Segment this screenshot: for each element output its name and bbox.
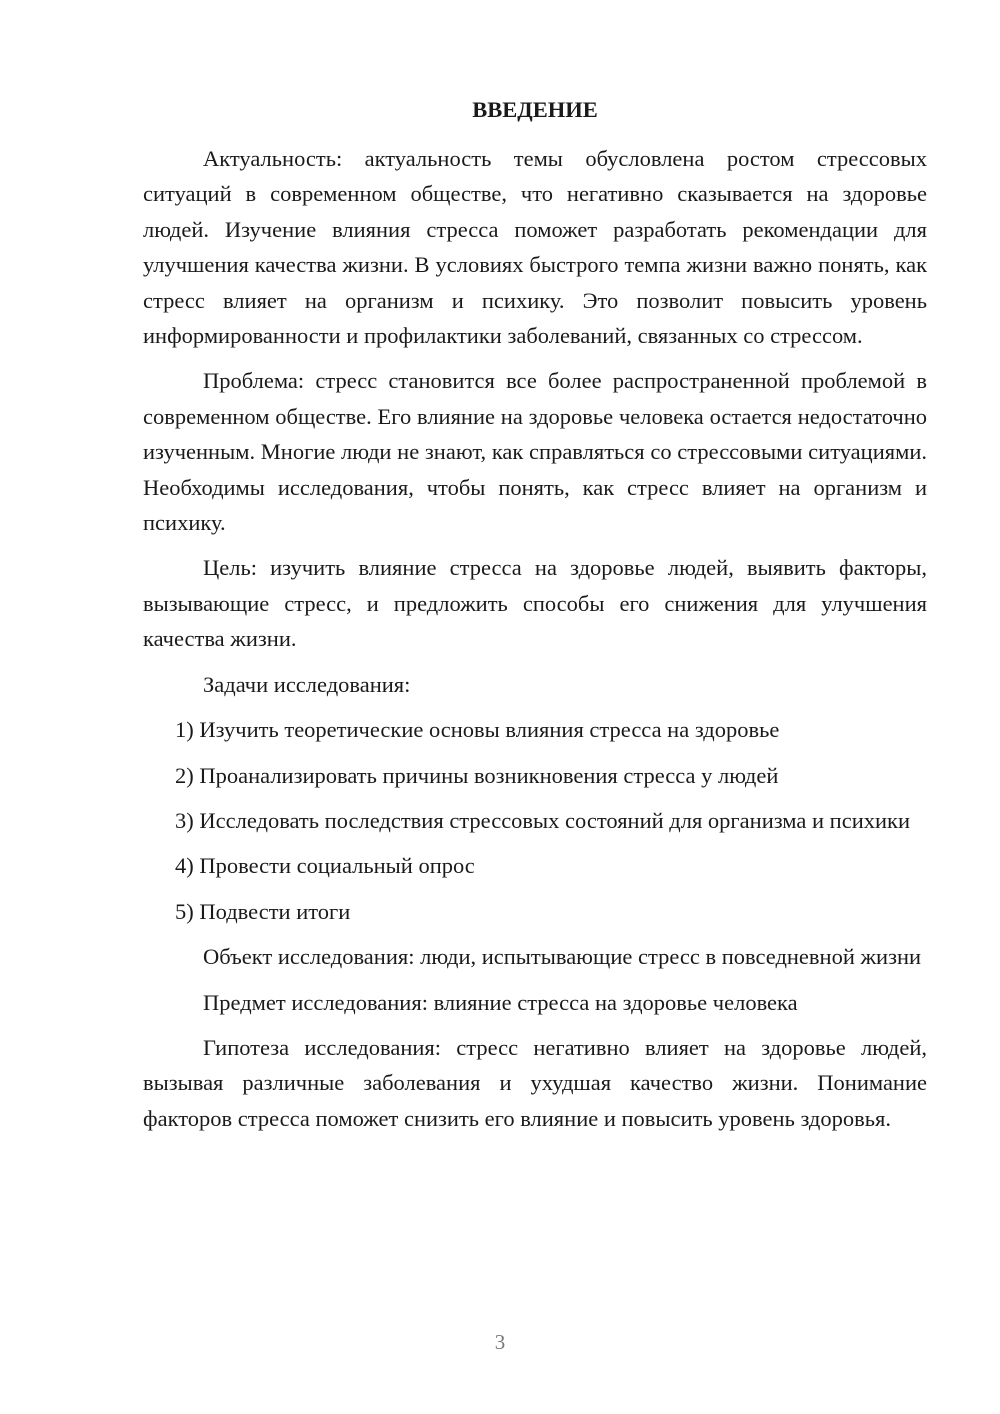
paragraph-problem: Проблема: стресс становится все более распространенной проблемой в современном обществе. Его влияние на здоровье человека остается недостаточно изученным. Многие люди не знают, как справляться со стрессовыми ситуациями. Необходимы исследования, чтобы понять, как стресс влияет на организм и психику. (143, 368, 927, 536)
list-item-task-4: 4) Провести социальный опрос (175, 853, 475, 879)
page-number: 3 (494, 1330, 506, 1354)
paragraph-subject: Предмет исследования: влияние стресса на здоровье человека (203, 989, 798, 1015)
list-item-task-3: 3) Исследовать последствия стрессовых состояний для организма и психики (175, 807, 910, 833)
list-item-task-2: 2) Проанализировать причины возникновения стресса у людей (175, 762, 779, 788)
page-body (143, 92, 927, 1146)
paragraph-goal: Цель: изучить влияние стресса на здоровье людей, выявить факторы, вызывающие стресс, и предложить способы его снижения для улучшения качества жизни. (143, 555, 927, 652)
tasks-heading: Задачи исследования: (203, 671, 411, 697)
list-item-task-5: 5) Подвести итоги (175, 898, 351, 924)
page-title: ВВЕДЕНИЕ (472, 97, 598, 122)
paragraph-object: Объект исследования: люди, испытывающие стресс в повседневной жизни (203, 944, 922, 970)
list-item-task-1: 1) Изучить теоретические основы влияния стресса на здоровье (175, 717, 780, 743)
paragraph-relevance: Актуальность: актуальность темы обусловлена ростом стрессовых ситуаций в современном обществе, что негативно сказывается на здоровье людей. Изучение влияния стресса поможет разработать рекомендации для улучшения качества жизни. В условиях быстрого темпа жизни важно понять, как стресс влияет на организм и психику. Это позволит повысить уровень информированности и профилактики заболеваний, связанных со стрессом. (143, 146, 927, 349)
paragraph-hypothesis: Гипотеза исследования: стресс негативно влияет на здоровье людей, вызывая различные заболевания и ухудшая качество жизни. Понимание факторов стресса поможет снизить его влияние и повысить уровень здоровья. (143, 1034, 927, 1131)
